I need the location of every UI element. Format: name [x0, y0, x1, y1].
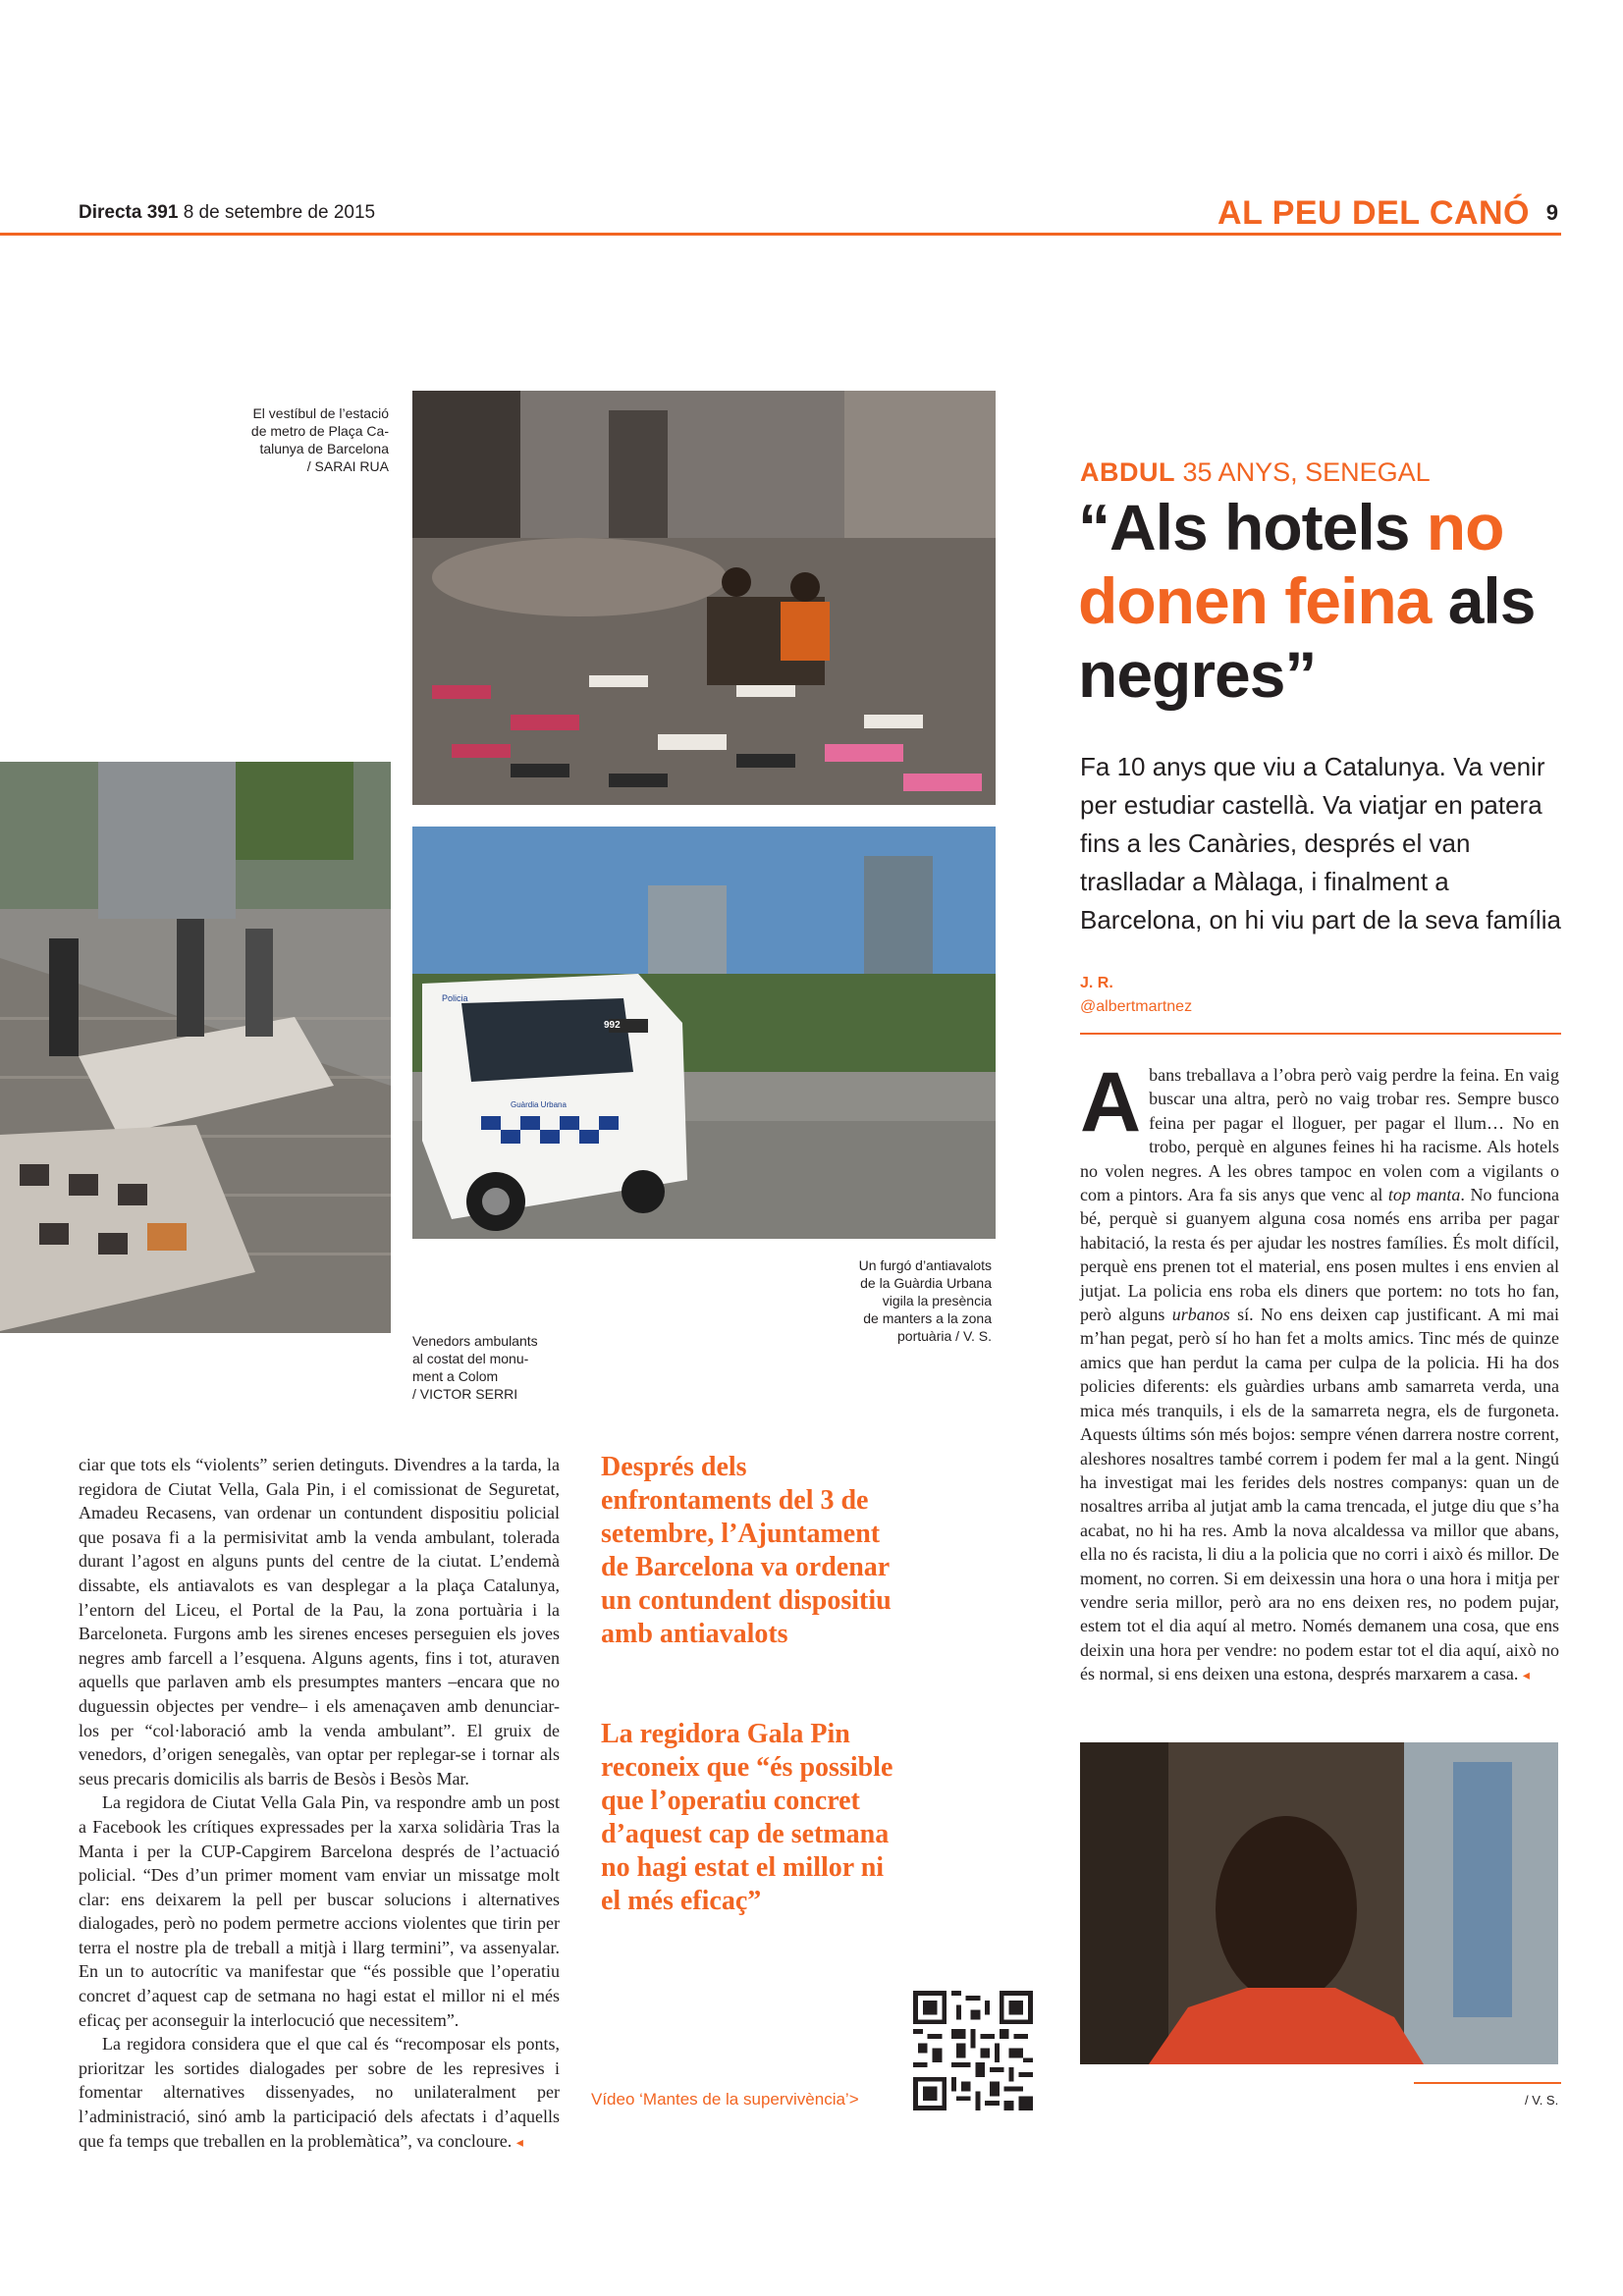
photo-street-vendors	[0, 762, 391, 1333]
caption-line: de manters a la zona	[863, 1310, 992, 1326]
section-title: AL PEU DEL CANÓ	[1217, 194, 1530, 232]
author-name: J. R.	[1080, 975, 1113, 991]
caption-line: de metro de Plaça Ca-	[250, 423, 389, 439]
caption-line: ment a Colom	[412, 1368, 499, 1384]
page-number: 9	[1545, 200, 1558, 225]
article-text: La regidora considera que el que cal és “recomposar els ponts, prioritzar les sortides dialogades per sobre de les represives i fomentar alternatives dissenyades, no unilateralment per l’administració, sinó amb la participació dels afectats i d’aquells que fa temps que treballen en la problemàtica”, va concloure.	[79, 2034, 560, 2151]
caption-credit: / SARAI RUA	[306, 458, 389, 474]
end-mark-icon: ◂	[1522, 1667, 1530, 1683]
headline-highlight: no donen feina	[1078, 491, 1504, 637]
interview-text: sí. No ens deixen cap justificant. A mi mai m’han pegat, però sí ho han fet a molts amics. Tinc més de quinze amics que han perdut la cama per culpa de la policia. Hi ha dos policies diferents: els guàrdies urbans amb samarreta verda, una mica més tranquils, i els de la samarreta negra, els de furgoneta. Aquests últims són més bojos: sempre vénen darrera nostre corrent, aleshores nosaltres també correm i podem fer mal a la gent. Ningú ha investigat mai les ferides dels nostres companys: quan un de nosaltres arriba al jutjat amb la cama trencada, el jutge diu que s’ha acabat, no hi ha res. Amb la nova alcaldessa va millor que abans, ella no és racista, li diu a la policia que no corri i això és millor. De moment, no corren. Si em deixessin una hora o una hora i mitja per vendre seria millor, però ara no ens deixen res, no podem pujar, estem tot el dia aquí al metro. Només demanem una cosa, que ens deixin una hora per vendre: no podem estar tot el dia aquí, això no és normal, si ens deixen una estona, després marxarem a casa.	[1080, 1305, 1559, 1684]
article-body	[79, 1453, 560, 2154]
publication-name: Directa 391	[79, 202, 179, 223]
interview-standfirst: Fa 10 anys que viu a Catalunya. Va venir per estudiar castellà. Va viatjar en patera fins a les Canàries, després el van traslladar a Màlaga, i finalment a Barcelona, on hi viu part de la seva família	[1080, 752, 1561, 934]
caption-credit: portuària / V. S.	[897, 1328, 992, 1344]
author-handle[interactable]: @albertmartnez	[1080, 998, 1193, 1015]
drop-cap: A	[1080, 1055, 1142, 1149]
caption-line: vigila la presència	[882, 1293, 992, 1308]
caption-line: El vestíbul de l’estació	[252, 405, 389, 421]
qr-code-icon[interactable]	[913, 1991, 1033, 2110]
photo-abdul-portrait	[1080, 1742, 1558, 2064]
van-plate-number: 992	[604, 1020, 621, 1031]
byline	[1080, 972, 1192, 1019]
pullquote-2: La regidora Gala Pin reconeix que “és possible que l’operatiu concret d’aquest cap de setmana no hagi estat el millor ni el més eficaç”	[601, 1719, 893, 1916]
caption-line: Un furgó d’antiavalots	[858, 1257, 992, 1273]
byline-rule	[1080, 1033, 1561, 1035]
article-paragraph: ciar que tots els “violents” serien detinguts. Divendres a la tarda, la regidora de Ciutat Vella, Gala Pin, i el comissionat de Seguretat, Amadeu Recasens, van ordenar un contundent dispositiu policial que posava fi a la permisivitat amb la venda ambulant, tolerada durant l’agost en alguns punts del centre de la ciutat. L’endemà dissabte, els antiavalots es van desplegar a la plaça Catalunya, l’entorn del Liceu, el Portal de la Pau, la zona portuària i la Barceloneta. Furgons amb les sirenes enceses perseguien els joves negres amb farcell a l’esquena. Alguns agents, fins i tot, aturaven aquells que parlaven amb els presumptes manters –encara que no duguessin objectes per vendre– i els amenaçaven amb denunciar-los per “col·laboració amb la venda ambulant”. El gruix de venedors, d’origen senegalès, van optar per replegar-se i tornar als seus precaris domicilis als barris de Besòs i Besòs Mar.	[79, 1455, 560, 1789]
caption-line: al costat del monu-	[412, 1351, 529, 1366]
caption-colom	[412, 1332, 648, 1403]
caption-credit: / VICTOR SERRI	[412, 1386, 518, 1402]
video-link[interactable]: Vídeo ‘Mantes de la supervivència’>	[591, 2090, 859, 2109]
article-paragraph	[79, 2032, 560, 2154]
portrait-rule	[1414, 2082, 1561, 2084]
headline-part: als negres”	[1078, 564, 1536, 711]
publication-date: 8 de setembre de 2015	[183, 202, 376, 223]
caption-metro	[157, 404, 389, 475]
caption-line: de la Guàrdia Urbana	[860, 1275, 992, 1291]
pullquote-1: Després dels enfrontaments del 3 de setembre, l’Ajuntament de Barcelona va ordenar un contundent dispositiu amb antiavalots	[601, 1452, 892, 1649]
interviewee-details: 35 ANYS, SENEGAL	[1182, 457, 1431, 487]
caption-van	[805, 1256, 992, 1345]
article-paragraph: La regidora de Ciutat Vella Gala Pin, va respondre amb un post a Facebook les crítiques expressades per la xarxa solidària Tras la Manta i per la CUP-Capgirem Barcelona després de l’actuació policial. “Des d’un primer moment vam enviar un missatge molt clar: ens deixarem la pell per buscar solucions i alternatives dialogades, però no podem permetre accions violentes que tirin per terra el nostre pla de treball a mitjà i llarg termini”, va assenyalar. En un to autocrític va manifestar que “és possible que l’operatiu concret d’aquest cap de setmana no hagi estat el millor ni el més eficaç per aconseguir la interlocució que necessitem”.	[79, 1792, 560, 2030]
interview-body	[1080, 1055, 1559, 1687]
photo-metro-vestibule	[412, 391, 996, 805]
caption-portrait: / V. S.	[1525, 2093, 1559, 2108]
photo-police-van	[412, 827, 996, 1239]
interview-text: . No funciona bé, perquè si guanyem alguna cosa només ens arriba per pagar habitació, la resta és per ajudar les nostres famílies. És molt difícil, perquè ens prenen tot el material, ens posen multes i ens envien al jutjat. La policia ens roba els diners que portem: no tots ho fan, però alguns	[1080, 1185, 1559, 1325]
caption-line: Venedors ambulants	[412, 1333, 538, 1349]
interview-headline	[1078, 491, 1569, 712]
interview-emphasis: urbanos	[1171, 1305, 1230, 1325]
interviewee-name: ABDUL	[1080, 457, 1175, 487]
van-brand-label: Guàrdia Urbana	[511, 1100, 567, 1109]
van-side-label: Policia	[442, 993, 468, 1003]
interview-text: bans treballava a l’obra però vaig perdre la feina. En vaig buscar una altra, però no vaig trobar res. Sempre busco feina per pagar el lloguer, per pagar el llum… No en trobo, perquè en algunes feines hi ha racisme. Als hotels no volen negres. A les obres tampoc en volen com a vigilants o com a pintors. Ara fa sis anys que venc al	[1080, 1065, 1559, 1205]
interview-kicker	[1080, 457, 1431, 488]
interview-emphasis: top manta	[1387, 1185, 1461, 1205]
caption-line: talunya de Barcelona	[259, 441, 389, 456]
header-rule	[0, 233, 1561, 236]
publication-info	[79, 202, 375, 224]
headline-part: “Als hotels	[1078, 491, 1427, 563]
end-mark-icon: ◂	[515, 2133, 523, 2150]
